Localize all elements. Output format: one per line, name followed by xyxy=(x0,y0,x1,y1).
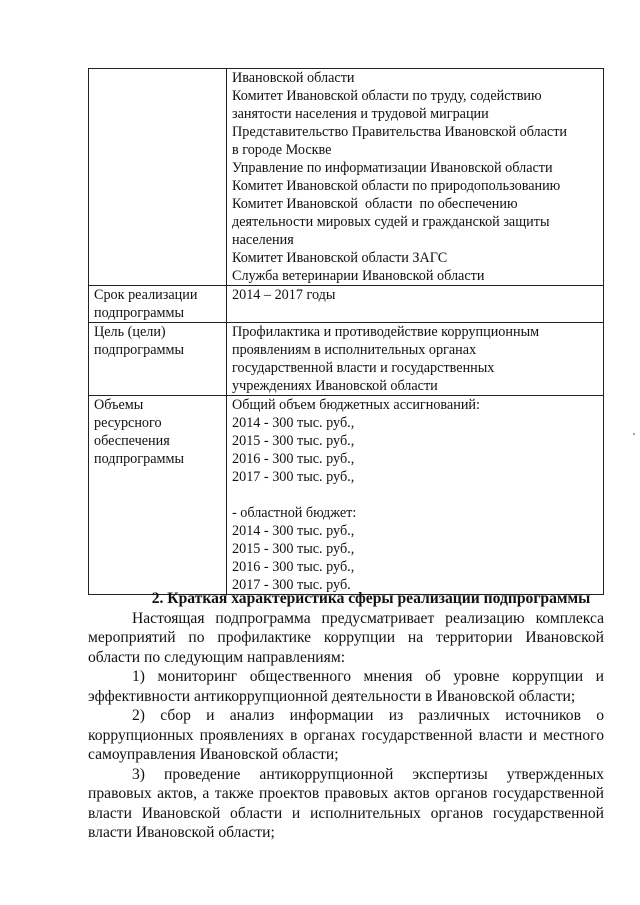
table-cell-value-term xyxy=(227,286,604,323)
funding-line: 2014 - 300 тыс. руб., xyxy=(232,523,355,539)
table-cell-label-term xyxy=(89,286,227,323)
section-2 xyxy=(88,589,604,843)
goal-line: Профилактика и противодействие коррупционным xyxy=(232,324,540,340)
subprogram-passport-table xyxy=(88,68,604,595)
table-row-executors xyxy=(89,69,604,286)
goal-line: государственной власти и государственных xyxy=(232,360,495,376)
funding-line: 2014 - 300 тыс. руб., xyxy=(232,415,355,431)
paragraph-intro: Настоящая подпрограмма предусматривает реализацию комплекса мероприятий по профилактике коррупции на территории Ивановской области по следующим направлениям: xyxy=(88,609,604,666)
term-value: 2014 – 2017 годы xyxy=(232,287,336,303)
paragraph-item-3: 3) проведение антикоррупционной экспертизы утвержденных правовых актов, а также проектов правовых актов органов государственной власти Ивановской области и исполнительных органов государственной власти Ивановской области; xyxy=(88,765,604,841)
section-heading: 2. Краткая характеристика сферы реализации подпрограммы xyxy=(151,590,591,607)
funding-regional-heading: - областной бюджет: xyxy=(232,505,357,521)
label-line: подпрограммы xyxy=(94,451,184,467)
funding-total-heading: Общий объем бюджетных ассигнований: xyxy=(232,397,480,413)
executor-line: Комитет Ивановской области по природопользованию xyxy=(232,178,561,194)
executor-line: Представительство Правительства Ивановской области xyxy=(232,124,568,140)
label-line: обеспечения xyxy=(94,433,170,449)
executor-line: занятости населения и трудовой миграции xyxy=(232,106,489,122)
executor-line: Управление по информатизации Ивановской области xyxy=(232,160,553,176)
executor-line: Служба ветеринарии Ивановской области xyxy=(232,268,485,284)
paragraph-item-1: 1) мониторинг общественного мнения об уровне коррупции и эффективности антикоррупционной деятельности в Ивановской области; xyxy=(88,668,604,705)
funding-line: 2017 - 300 тыс. руб. xyxy=(232,577,351,593)
funding-line: 2015 - 300 тыс. руб., xyxy=(232,541,355,557)
funding-line: 2017 - 300 тыс. руб., xyxy=(232,469,355,485)
table-cell-label-goal xyxy=(89,323,227,396)
funding-line: 2015 - 300 тыс. руб., xyxy=(232,433,355,449)
label-line: Цель (цели) xyxy=(94,324,166,340)
goal-line: учреждениях Ивановской области xyxy=(232,378,438,394)
paragraph-item-2: 2) сбор и анализ информации из различных источников о коррупционных проявлениях в органах государственной власти и местного самоуправления Ивановской области; xyxy=(88,707,604,763)
label-line: ресурсного xyxy=(94,415,162,431)
funding-line: 2016 - 300 тыс. руб., xyxy=(232,451,355,467)
table-row-goal xyxy=(89,323,604,396)
label-line: подпрограммы xyxy=(94,305,184,321)
table-cell-label xyxy=(89,69,227,286)
label-line: Срок реализации xyxy=(94,287,198,303)
executor-line: деятельности мировых судей и гражданской защиты xyxy=(232,214,550,230)
label-line: Объемы xyxy=(94,397,144,413)
executor-line: Комитет Ивановской области по труду, содействию xyxy=(232,88,542,104)
document-page xyxy=(88,68,604,595)
executor-line: населения xyxy=(232,232,294,248)
scan-speck xyxy=(633,433,635,435)
funding-line: 2016 - 300 тыс. руб., xyxy=(232,559,355,575)
table-row-funding xyxy=(89,396,604,595)
executor-line: в городе Москве xyxy=(232,142,332,158)
executor-line: Комитет Ивановской области ЗАГС xyxy=(232,250,448,266)
label-line: подпрограммы xyxy=(94,342,184,358)
table-cell-label-funding xyxy=(89,396,227,595)
blank-line xyxy=(232,486,599,504)
table-cell-value-funding xyxy=(227,396,604,595)
table-cell-value-executors xyxy=(227,69,604,286)
table-cell-value-goal xyxy=(227,323,604,396)
table-row-term xyxy=(89,286,604,323)
goal-line: проявлениям в исполнительных органах xyxy=(232,342,477,358)
executor-line: Комитет Ивановской области по обеспечению xyxy=(232,196,518,212)
executor-line: Ивановской области xyxy=(232,70,355,86)
